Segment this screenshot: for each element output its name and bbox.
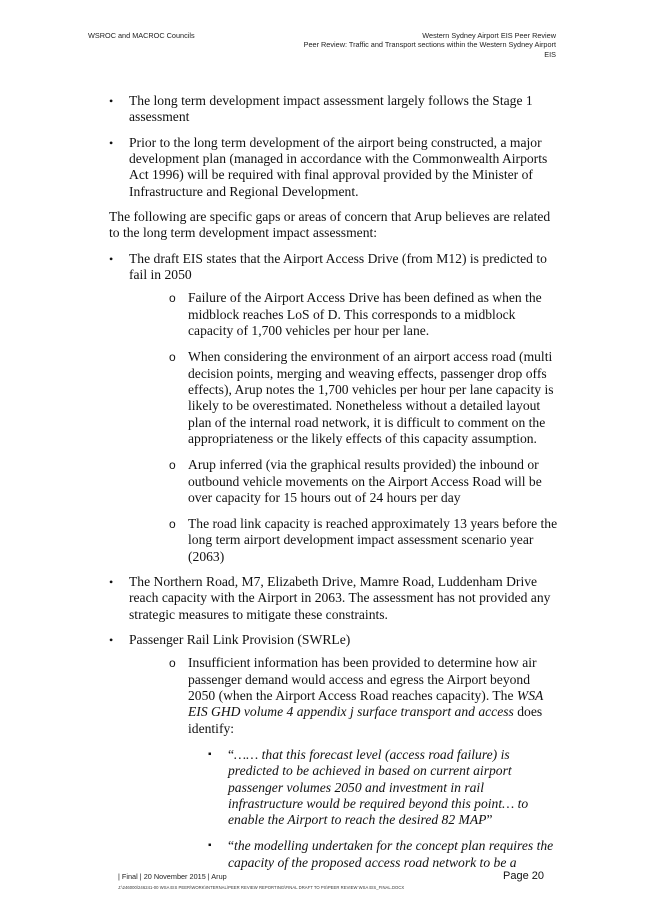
- square-marker: ▪: [208, 840, 212, 852]
- circle-marker: o: [169, 350, 176, 365]
- header-left: WSROC and MACROC Councils: [88, 31, 195, 40]
- circle-marker: o: [169, 458, 176, 473]
- sub-list-item-text: Insufficient information has been provided to determine how air passenger demand would access and egress the Airport beyond 2050 (when the Airport Access Road reaches capacity). The: [188, 655, 537, 704]
- quote-close: ”: [486, 812, 493, 828]
- sub-list-item: [109, 349, 559, 447]
- sub-list-item-text: Failure of the Airport Access Drive has been defined as when the midblock reaches LoS of D. This corresponds to a midblock capacity of 1,700 vehicles per hour per lane.: [188, 290, 542, 339]
- square-marker: ▪: [208, 748, 212, 760]
- quote-item: [109, 838, 559, 871]
- list-item-text: The draft EIS states that the Airport Access Drive (from M12) is predicted to fail in 2050: [129, 250, 547, 283]
- footer-left: | Final | 20 November 2015 | Arup: [118, 872, 227, 881]
- circle-marker: o: [169, 291, 176, 306]
- list-item: [109, 574, 559, 623]
- quote-open: “: [228, 746, 235, 762]
- list-item-text: Passenger Rail Link Provision (SWRLe): [129, 631, 351, 647]
- gaps-paragraph: The following are specific gaps or areas of concern that Arup believes are related to the long term development impact assessment:: [109, 209, 551, 241]
- header-subtitle-cont: EIS: [544, 49, 556, 59]
- sub-list-item-text: Arup inferred (via the graphical results provided) the inbound or outbound vehicle movements on the Airport Access Road will be over capacity for 15 hours out of 24 hours per day: [188, 457, 542, 505]
- sub-list-item-text-end: does identify:: [188, 704, 543, 736]
- quote-open: “: [228, 838, 235, 854]
- sub-list-item: [109, 655, 559, 737]
- sub-list-item-text: When considering the environment of an airport access road (multi decision points, merging and weaving effects, passenger drop offs effects), Arup notes the 1,700 vehicles per hour per lane capacity is likely to be overestimated. Nonetheless without a detailed layout plan of the internal road network, it is difficult to comment on the appropriateness or the likely effects of this capacity assumption.: [188, 349, 554, 447]
- document-body: [109, 93, 559, 881]
- sub-list-item-text: The road link capacity is reached approximately 13 years before the long term airport development impact assessment scenario year (2063): [188, 515, 558, 564]
- quote-item: [109, 747, 559, 829]
- header-subtitle: Peer Review: Traffic and Transport sections within the Western Sydney Airport: [303, 40, 556, 50]
- list-item-text: Prior to the long term development of the airport being constructed, a major development plan (managed in accordance with the Commonwealth Airports Act 1996) will be required with final approval provided by the Minister of Infrastructure and Regional Development.: [129, 134, 548, 199]
- document-reference: WSA EIS GHD volume 4 appendix j surface transport and access: [188, 688, 544, 720]
- list-item-text: The long term development impact assessment largely follows the Stage 1 assessment: [129, 93, 533, 125]
- sub-list-item: [109, 290, 559, 339]
- list-item: [109, 135, 559, 201]
- circle-marker: o: [169, 516, 176, 531]
- page-number: Page 20: [503, 870, 544, 882]
- bullet-marker: •: [109, 94, 114, 108]
- sub-list-item: [109, 457, 559, 506]
- quote-text: the modelling undertaken for the concept plan requires the capacity of the proposed access road network to be a: [228, 838, 554, 870]
- header-title: Western Sydney Airport EIS Peer Review: [422, 31, 556, 40]
- bullet-marker: •: [109, 135, 114, 150]
- quote-text: …… that this forecast level (access road failure) is predicted to be achieved in based on current airport passenger volumes 2050 and investment in rail infrastructure would be required beyond this point… to enable the Airport to reach the desired 82 MAP: [228, 746, 529, 828]
- file-path: J:\246000\246241-00 WSA EIS PEER\WORK\INTERNAL\PEER REVIEW REPORTING\FINAL DRAFT TO PS\PEER REVIEW WSA EIS_FINAL.DOCX: [118, 885, 405, 890]
- list-item: [109, 251, 559, 284]
- list-item: [109, 93, 559, 126]
- bullet-marker: •: [109, 632, 114, 647]
- circle-marker: o: [169, 656, 176, 671]
- list-item: [109, 632, 559, 648]
- list-item-text: The Northern Road, M7, Elizabeth Drive, Mamre Road, Luddenham Drive reach capacity with the Airport in 2063. The assessment has not provided any strategic measures to mitigate these constraints.: [129, 573, 551, 622]
- bullet-marker: •: [109, 251, 114, 266]
- sub-list-item: [109, 516, 559, 565]
- bullet-marker: •: [109, 574, 114, 589]
- header-right: [304, 31, 556, 59]
